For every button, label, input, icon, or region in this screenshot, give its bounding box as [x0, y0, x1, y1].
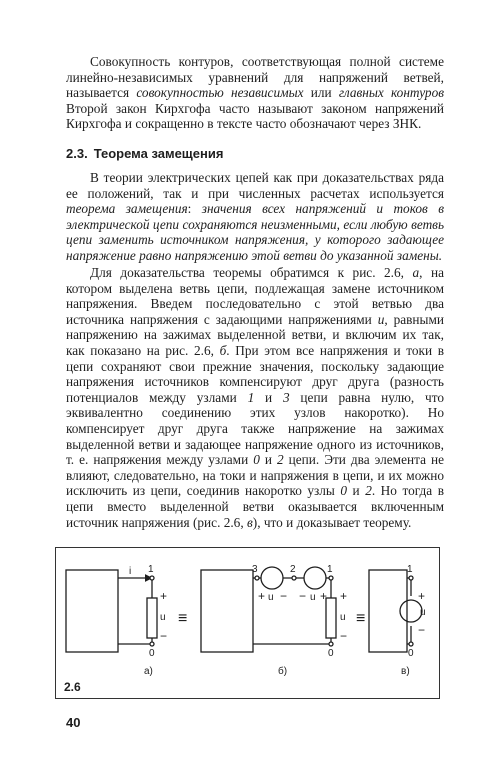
label-b-plus-1: + [258, 589, 266, 603]
p2-text-2: , на котором выделена ветвь цепи, подлежащая замене источником напряжения. Введем последовательно с этой ветвью два источника напряжения с задающими напряжениями [66, 265, 444, 327]
label-c-node0: 0 [408, 648, 414, 659]
p2-text-6: . При этом все напряжения и токи в цепи сохраняют свои прежние значения, поскольку задающие напряжения источников компенсируют друг друга (разность потенциалов между узлами [66, 342, 444, 405]
voltage-source-b1 [261, 567, 283, 589]
network-block-c [369, 570, 407, 652]
caption-a: а) [144, 666, 153, 677]
label-b-minus-3: − [340, 629, 348, 643]
paragraph-1-lead: В теории электрических цепей как при доказательствах ряда ее положений, так и при численных расчетах используется [66, 170, 444, 201]
p2-text-12: и [259, 452, 277, 468]
theorem-statement: значения всех напряжений и токов в электрической цепи сохраняются неизменными, если любую ветвь цепи заменить источником напряжения, у которого задающее напряжение равно напряжению этой ветви до указанной замены. [66, 201, 444, 263]
label-b-plus-2: + [320, 589, 328, 603]
node-a-0 [150, 642, 154, 646]
branch-element-a [147, 598, 157, 638]
panel-c [369, 570, 422, 652]
label-a-minus: − [160, 629, 168, 643]
paragraph-2 [66, 265, 444, 530]
node-b-2 [292, 576, 296, 580]
equiv-sign-2: ≡ [356, 610, 366, 627]
node-b-0 [329, 642, 333, 646]
label-current-i: i [129, 566, 132, 577]
label-a-node1: 1 [148, 564, 154, 575]
voltage-source-c [400, 600, 422, 622]
node-b-3 [255, 576, 259, 580]
paragraph-1 [66, 170, 444, 264]
p2-text-8: и [254, 389, 283, 405]
colon: : [187, 201, 202, 217]
p2-node-3: 3 [282, 389, 290, 405]
caption-b: б) [278, 666, 288, 677]
network-block-a [66, 570, 118, 652]
node-a-1 [150, 576, 154, 580]
node-c-0 [409, 642, 413, 646]
p2-node-0: 0 [253, 452, 260, 468]
label-b-plus-3: + [340, 589, 348, 603]
p2-fig-a: а [412, 265, 420, 280]
label-b-node1: 1 [327, 564, 333, 575]
figure-2-6 [55, 547, 440, 699]
p2-node-1: 1 [247, 389, 255, 405]
panel-a [66, 570, 157, 652]
label-b-minus-2: − [299, 589, 307, 603]
theorem-term: теорема замещения [66, 201, 188, 217]
section-heading [66, 146, 223, 161]
branch-element-b [326, 598, 336, 638]
p2-node-0b: 0 [340, 483, 348, 499]
section-number: 2.3. [66, 146, 88, 161]
label-b-u3: u [340, 612, 346, 623]
p2-text-4: , равными напряжению на зажимах выделенной ветви, и включим их так, как показано на рис. 2.6, [66, 311, 444, 358]
intro-text: Совокупность контуров, соответствующая полной системе линейно-независимых уравнений для напряжений ветвей, называется [66, 54, 444, 101]
p2-var-u: u [377, 311, 385, 327]
p2-node-2b: 2 [365, 483, 372, 499]
node-c-1 [409, 576, 413, 580]
p2-text-20: ), что и доказывает теорему. [252, 514, 412, 530]
intro-text-end: Второй закон Кирхгофа часто называют законом напряжений Кирхгофа и сокращенно в тексте часто обозначают через ЗНК. [66, 100, 444, 132]
label-a-u: u [160, 612, 166, 623]
label-a-plus: + [160, 589, 168, 603]
p2-text-18: . Но тогда в цепи вместо выделенной ветви оказывается включенным источник напряжения (рис. 2.6, [66, 483, 444, 530]
node-b-1 [329, 576, 333, 580]
label-c-minus: − [418, 623, 426, 637]
p2-text-16: и [347, 483, 366, 499]
section-title: Теорема замещения [93, 146, 224, 161]
p2-text-14: цепи. Эти два элемента не влияют, следовательно, на токи и напряжения в цепи, и их можно исключить из цепи, соединив накоротко узлы [66, 452, 444, 499]
intro-term-1: совокупностью независимых [136, 85, 304, 101]
label-c-plus: + [418, 589, 426, 603]
label-c-u: u [420, 607, 426, 618]
label-b-u2: u [310, 592, 316, 603]
label-b-node3: 3 [252, 564, 258, 575]
voltage-source-b2 [304, 567, 326, 589]
panel-b [201, 567, 336, 652]
p2-text-10: цепи равна нулю, что эквивалентно соединению этих узлов накоротко). Но компенсирует друг друга также напряжение на зажимах выделенной ветви и задающее напряжение одного из источников, т. е. напряжения между узлами [66, 389, 445, 468]
network-block-b [201, 570, 253, 652]
intro-term-2: главных контуров [338, 85, 444, 101]
p2-fig-b: б [219, 342, 227, 358]
label-b-node2: 2 [290, 564, 296, 575]
label-a-node0: 0 [149, 648, 155, 659]
page-number: 40 [66, 715, 81, 730]
label-b-node0: 0 [328, 648, 334, 659]
circuit-diagram [56, 548, 439, 698]
label-b-u1: u [268, 592, 274, 603]
intro-text-or: или [303, 85, 339, 101]
figure-label: 2.6 [64, 680, 81, 694]
equiv-sign-1: ≡ [178, 610, 188, 627]
caption-c: в) [401, 666, 410, 677]
label-b-minus-1: − [280, 589, 288, 603]
intro-paragraph [66, 54, 444, 132]
p2-fig-v: в [246, 514, 253, 530]
label-c-node1: 1 [407, 564, 413, 575]
p2-node-2: 2 [276, 452, 284, 468]
p2-text-0: Для доказательства теоремы обратимся к рис. 2.6, [90, 265, 413, 280]
